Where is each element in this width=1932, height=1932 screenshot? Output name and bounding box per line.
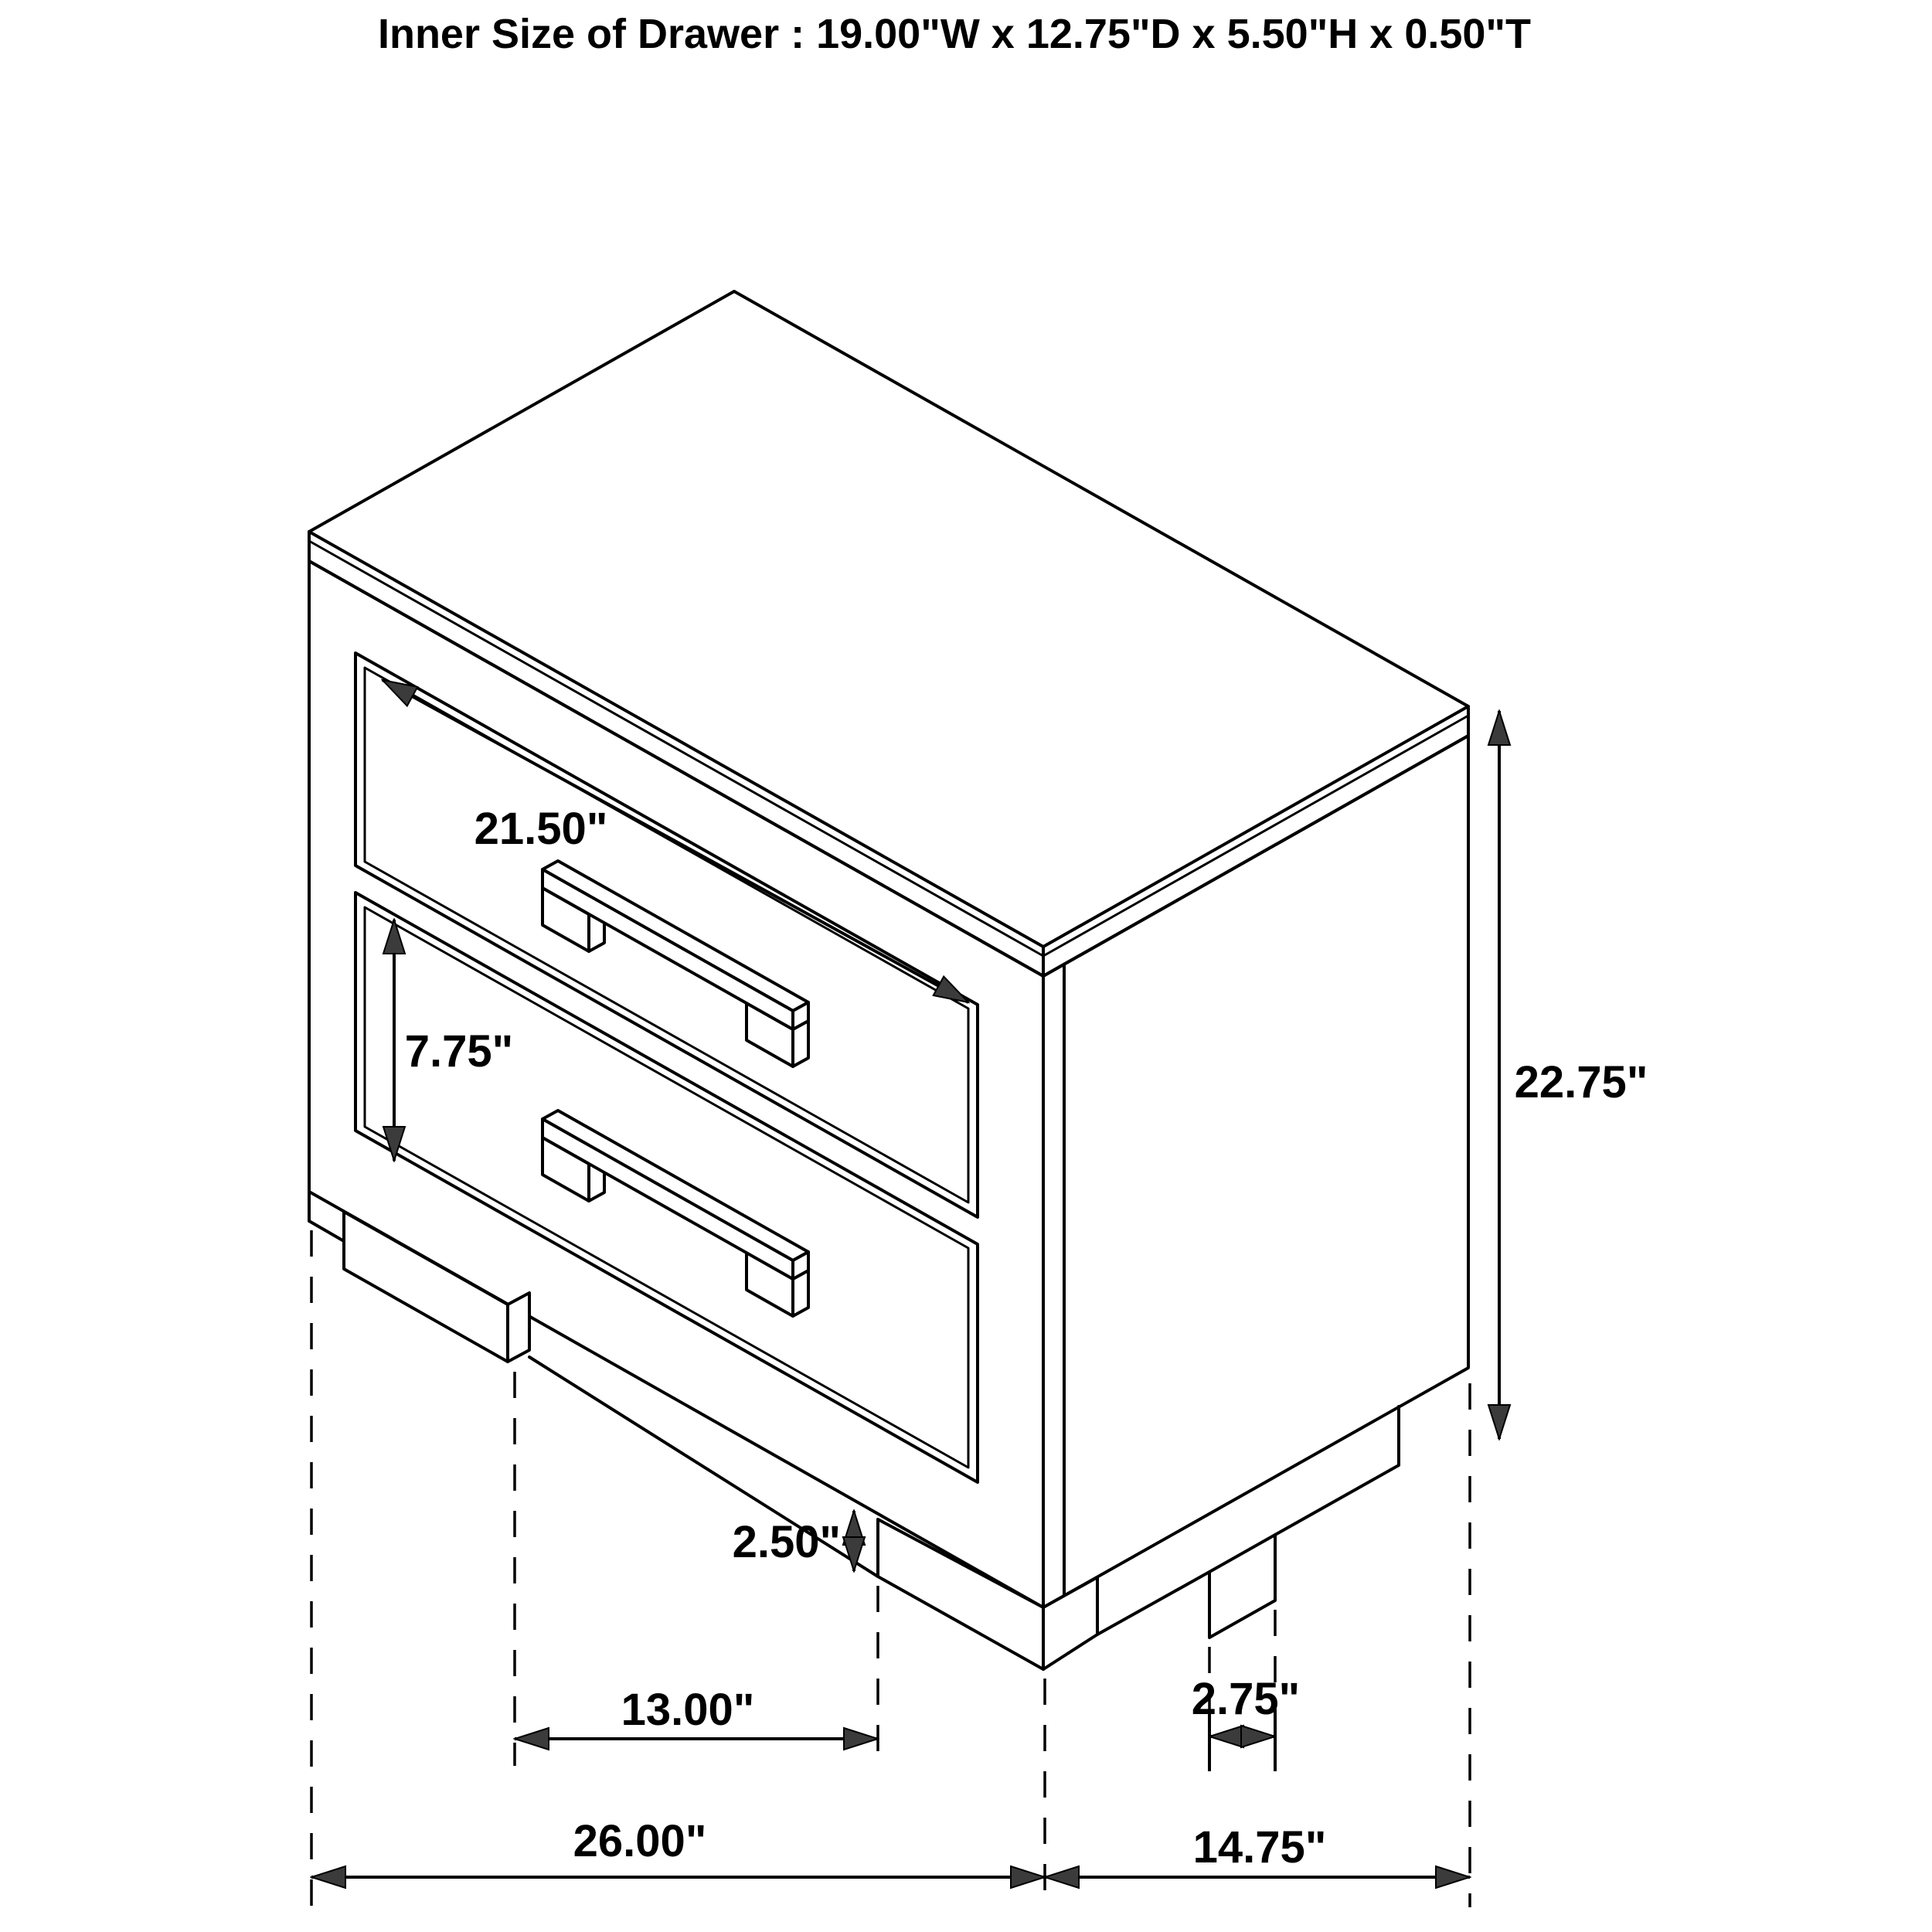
dim-label-base-height: 2.50" xyxy=(732,1517,841,1567)
dim-label-overall-height: 22.75" xyxy=(1514,1057,1648,1107)
dim-label-leg-width: 2.75" xyxy=(1191,1674,1301,1724)
nightstand-drawing xyxy=(309,291,1468,1669)
rear-foot xyxy=(1209,1535,1275,1638)
dim-label-drawer-height: 7.75" xyxy=(404,1026,514,1077)
front-right-foot-side xyxy=(1043,1577,1097,1669)
dimension-arrows xyxy=(311,680,1499,1877)
dimension-labels xyxy=(405,804,1648,1872)
tabletop-band xyxy=(309,532,1468,976)
dim-label-overall-depth: 14.75" xyxy=(1192,1822,1327,1872)
tabletop xyxy=(309,291,1468,976)
side-panel xyxy=(1043,736,1468,1607)
dim-label-leg-gap: 13.00" xyxy=(621,1685,755,1735)
drawer-2-handle xyxy=(543,1111,808,1316)
front-left-foot xyxy=(344,1212,508,1362)
tabletop-edge-line xyxy=(309,541,1468,956)
dim-label-drawer-width: 21.50" xyxy=(474,804,608,854)
front-right-foot xyxy=(878,1519,1043,1669)
diagram-title: Inner Size of Drawer : 19.00"W x 12.75"D x 5.50"H x 0.50"T xyxy=(377,11,1532,57)
dim-label-overall-width: 26.00" xyxy=(573,1816,707,1866)
front-left-foot-side xyxy=(508,1293,529,1362)
